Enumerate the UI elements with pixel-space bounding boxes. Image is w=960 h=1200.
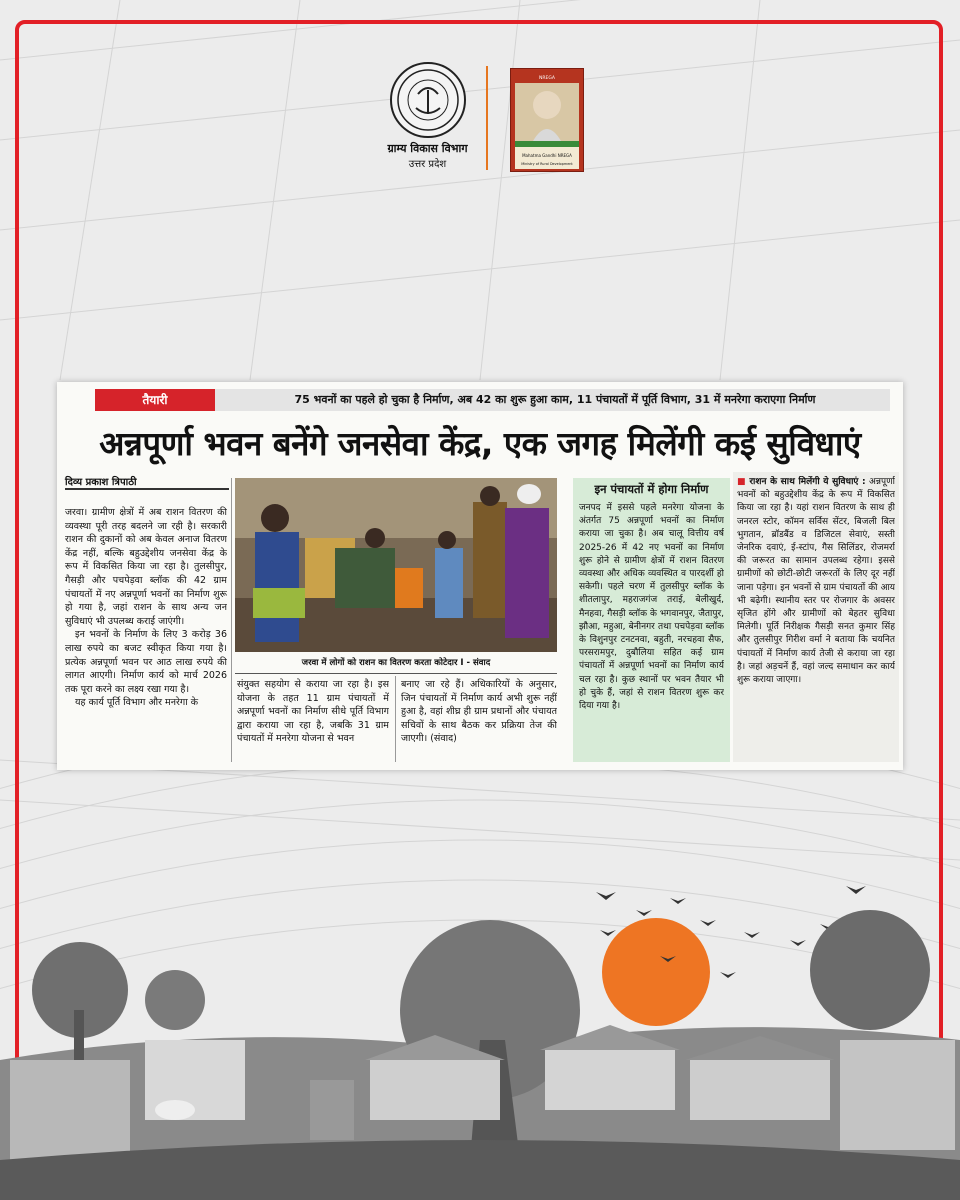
panchayat-list-box	[573, 478, 730, 762]
state-name: उत्तर प्रदेश	[408, 159, 447, 170]
box-text: जनपद में इससे पहले मनरेगा योजना के अंतर्गत 75 अन्नपूर्णा भवनों का निर्माण कराया जा चुका है। अब चालू वित्तीय वर्ष 2025-26 में 42 नए भवनों का निर्माण शुरू होने से ग्रामीण क्षेत्रों में राशन वितरण व्यवस्था और अधिक व्यवस्थित व पारदर्शी हो सकेगी। पहले चरण में तुलसीपुर ब्लॉक के शीतलापुर, महराजगंज तराई, बेलीखुर्द, मैनहवा, गैसड़ी ब्लॉक के भगवानपुर, जैतापुर, झौआ, महुआ, बेनीनगर तथा पचपेड़वा ब्लॉक के विशुनपुर टनटनवा, बहुती, नरचहवा सैफ, परसरामपुर, दुबौलिया सहित कई ग्राम पंचायतों में अन्नपूर्णा भवनों का निर्माण कार्य चल रहा है। कुछ स्थानों पर भवन तैयार भी हो चुके हैं, जहां से राशन वितरण शुरू कर दिया गया है।	[579, 503, 724, 712]
facilities-box	[733, 472, 899, 762]
svg-text:NREGA: NREGA	[539, 76, 555, 81]
paragraph: इन भवनों के निर्माण के लिए 3 करोड़ 36 लाख रुपये का बजट स्वीकृत किया गया है। प्रत्येक अन्नपूर्णा भवन पर आठ लाख रुपये की लागत आएगी। निर्माण कार्य को मार्च 2026 तक पूरा करने का लक्ष्य रखा गया है।	[65, 629, 227, 695]
section-tag: तैयारी	[95, 389, 215, 411]
logo-divider	[486, 66, 488, 170]
svg-text:Mahatma Gandhi NREGA: Mahatma Gandhi NREGA	[522, 153, 572, 158]
column-rule	[395, 676, 396, 762]
newspaper-clipping	[57, 382, 903, 770]
kicker-line: 75 भवनों का पहले हो चुका है निर्माण, अब 42 का शुरू हुआ काम, 11 पंचायतों में पूर्ति विभाग, 31 में मनरेगा कराएगा निर्माण	[294, 393, 816, 406]
article-column-1	[65, 506, 227, 764]
bullet-icon: ■	[737, 477, 746, 487]
article-column-3	[401, 678, 557, 764]
headline: अन्नपूर्णा भवन बनेंगे जनसेवा केंद्र, एक जगह मिलेंगी कई सुविधाएं	[99, 424, 861, 463]
facilities-body: अन्नपूर्णा भवनों को बहुउद्देशीय केंद्र के रूप में विकसित किया जा रहा है। यहां राशन वितरण के साथ ही जनरल स्टोर, कॉमन सर्विस सेंटर, बिजली बिल भुगतान, ब्रॉडबैंड व डिजिटल सेवाएं, सस्ती जेनरिक दवाएं, ई-स्टांप, गैस सिलिंडर, रोजमर्रा की जरूरत का सामान उपलब्ध रहेगा। इससे ग्रामीणों को छोटी-छोटी जरूरतों के लिए दूर नहीं जाना पड़ेगा। इन भवनों से ग्राम पंचायतों की आय भी बढ़ेगी। स्थानीय स्तर पर रोजगार के अवसर सृजित होंगे और ग्रामीणों को बेहतर सुविधा मिलेगी। पूर्ति निरीक्षक गैसड़ी सनत कुमार सिंह और तुलसीपुर गिरीश वर्मा ने बताया कि चयनित पंचायतों में निर्माण कार्य तेजी से कराया जा रहा है। जहां अड़चनें हैं, वहां जल्द समाधान कर कार्य शुरू कराया जाएगा।	[737, 477, 895, 686]
news-photo	[235, 478, 557, 652]
paragraph: जरवा। ग्रामीण क्षेत्रों में अब राशन वितरण की व्यवस्था पूरी तरह बदलने जा रही है। सरकारी राशन की दुकानों को अब केवल अनाज वितरण केंद्र नहीं, बल्कि बहुउद्देशीय जनसेवा केंद्र के रूप में विकसित किया जा रहा है। तुलसीपुर, गैसड़ी और पचपेड़वा ब्लॉक की 42 ग्राम पंचायतों में नए अन्नपूर्णा भवनों का निर्माण शुरू हो गया है, जहां राशन के साथ अन्य जन सुविधाएं भी उपलब्ध कराई जाएंगी।	[65, 507, 227, 627]
mgnrega-logo	[510, 68, 584, 172]
byline: दिव्य प्रकाश त्रिपाठी	[65, 477, 137, 488]
svg-text:Ministry of Rural Development: Ministry of Rural Development	[521, 162, 573, 166]
kicker-bar	[95, 389, 890, 411]
paragraph: बनाए जा रहे हैं। अधिकारियों के अनुसार, जिन पंचायतों में निर्माण कार्य अभी शुरू नहीं हुआ है, वहां शीघ्र ही ग्राम प्रधानों और पंचायत सचिवों के साथ बैठक कर प्रक्रिया तेज की जाएगी। (संवाद)	[401, 679, 557, 745]
village-scene	[0, 860, 960, 1200]
column-rule	[231, 478, 232, 762]
box-title: इन पंचायतों में होगा निर्माण	[594, 482, 709, 496]
dept-name: ग्राम्य विकास विभाग	[387, 142, 468, 155]
photo-caption: जरवा में लोगों को राशन का वितरण करता कोटेदार I - संवाद	[301, 658, 491, 668]
facilities-title: राशन के साथ मिलेंगी ये सुविधाएं :	[749, 477, 866, 487]
up-govt-seal-icon	[390, 62, 466, 138]
paragraph: संयुक्त सहयोग से कराया जा रहा है। इस योजना के तहत 11 ग्राम पंचायतों में अन्नपूर्णा भवनों का निर्माण सीधे पूर्ति विभाग द्वारा कराया जा रहा है, जबकि 31 ग्राम पंचायतों में मनरेगा योजना से भवन	[237, 679, 389, 745]
article-column-2	[237, 678, 389, 764]
logo-header	[380, 62, 590, 174]
caption-rule	[235, 673, 557, 674]
facilities-text	[737, 476, 895, 760]
paragraph: यह कार्य पूर्ति विभाग और मनरेगा के	[75, 697, 198, 709]
byline-rule	[65, 488, 229, 490]
up-govt-logo	[380, 62, 475, 170]
